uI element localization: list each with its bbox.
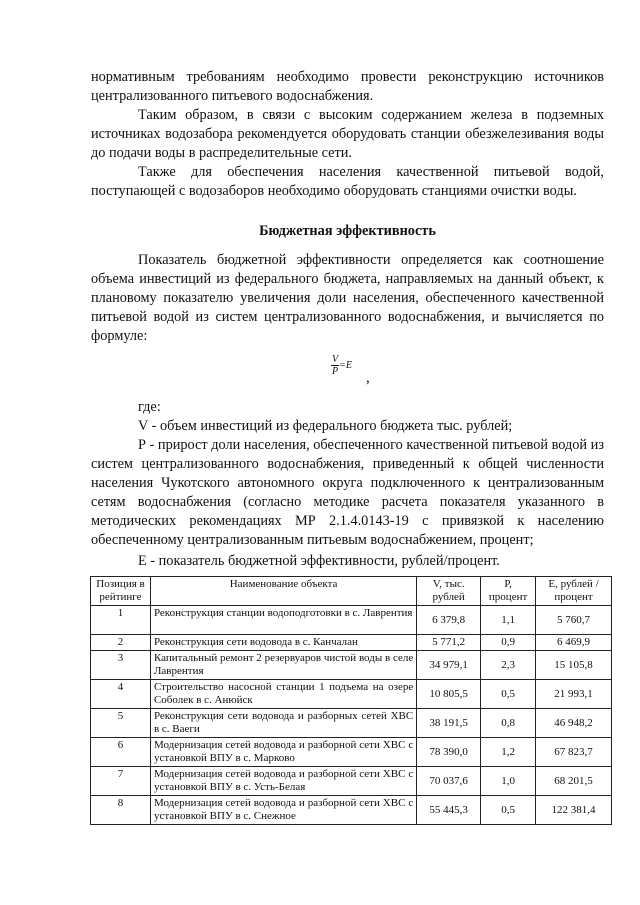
cell-percent: 0,5 [481, 796, 536, 825]
cell-object-name: Капитальный ремонт 2 резервуаров чистой воды в селе Лаврентия [150, 651, 416, 680]
cell-efficiency: 15 105,8 [536, 651, 612, 680]
cell-object-name: Модернизация сетей водовода и разборной сети ХВС с установкой ВПУ в с. Марково [150, 738, 416, 767]
cell-position: 1 [91, 606, 151, 635]
header-efficiency: Е, рублей / процент [536, 577, 612, 606]
paragraph-iron-content: Таким образом, в связи с высоким содержанием железа в подземных источниках водозабора рекомендуется оборудовать станции обезжелезивания воды до подачи воды в распределительные сети. [91, 107, 604, 161]
cell-investment: 78 390,0 [417, 738, 481, 767]
table-row [91, 680, 612, 709]
cell-position: 2 [91, 635, 151, 651]
cell-percent: 0,5 [481, 680, 536, 709]
v-definition: V - объем инвестиций из федерального бюджета тыс. рублей; [138, 418, 513, 434]
cell-percent: 0,9 [481, 635, 536, 651]
formula [331, 354, 352, 377]
table-row [91, 635, 612, 651]
cell-percent: 1,0 [481, 767, 536, 796]
cell-percent: 1,2 [481, 738, 536, 767]
cell-investment: 5 771,2 [417, 635, 481, 651]
cell-object-name: Строительство насосной станции 1 подъема на озере Соболек в с. Анюйск [150, 680, 416, 709]
cell-position: 6 [91, 738, 151, 767]
cell-position: 7 [91, 767, 151, 796]
cell-position: 4 [91, 680, 151, 709]
cell-investment: 10 805,5 [417, 680, 481, 709]
table-row [91, 651, 612, 680]
cell-object-name: Реконструкция сети водовода в с. Канчалан [150, 635, 416, 651]
cell-position: 3 [91, 651, 151, 680]
cell-investment: 55 445,3 [417, 796, 481, 825]
formula-comma: , [366, 370, 370, 386]
table-row [91, 738, 612, 767]
header-investment: V, тыс. рублей [417, 577, 481, 606]
cell-percent: 0,8 [481, 709, 536, 738]
cell-investment: 70 037,6 [417, 767, 481, 796]
cell-efficiency: 6 469,9 [536, 635, 612, 651]
table-row [91, 796, 612, 825]
cell-efficiency: 5 760,7 [536, 606, 612, 635]
cell-object-name: Модернизация сетей водовода и разборной сети ХВС с установкой ВПУ в с. Снежное [150, 796, 416, 825]
cell-object-name: Модернизация сетей водовода и разборной сети ХВС с установкой ВПУ в с. Усть-Белая [150, 767, 416, 796]
formula-denominator: P [332, 366, 339, 377]
cell-efficiency: 21 993,1 [536, 680, 612, 709]
cell-position: 8 [91, 796, 151, 825]
header-position: Позиция в рейтинге [91, 577, 151, 606]
cell-investment: 38 191,5 [417, 709, 481, 738]
cell-investment: 6 379,8 [417, 606, 481, 635]
paragraph-quality-water: Также для обеспечения населения качественной питьевой водой, поступающей с водозаборов необходимо оборудовать станциями очистки воды. [91, 164, 604, 199]
cell-percent: 1,1 [481, 606, 536, 635]
paragraph-indicator-definition: Показатель бюджетной эффективности определяется как соотношение объема инвестиций из федерального бюджета, направляемых на данный объект, к плановому показателю увеличения доли населения, обеспеченного качественной питьевой водой из систем централизованного водоснабжения, и вычисляется по формуле: [91, 252, 604, 344]
formula-result: =E [339, 360, 352, 371]
cell-object-name: Реконструкция сети водовода и разборных сетей ХВС в с. Ваеги [150, 709, 416, 738]
table-row [91, 767, 612, 796]
table-row [91, 709, 612, 738]
paragraph-continuation: нормативным требованиям необходимо провести реконструкцию источников централизованного питьевого водоснабжения. [91, 69, 604, 104]
rating-table [90, 576, 612, 825]
where-label: где: [138, 399, 161, 415]
cell-percent: 2,3 [481, 651, 536, 680]
section-heading: Бюджетная эффективность [259, 223, 436, 239]
table-row [91, 606, 612, 635]
cell-efficiency: 122 381,4 [536, 796, 612, 825]
header-percent: Р, процент [481, 577, 536, 606]
p-definition: Р - прирост доли населения, обеспеченного качественной питьевой водой из систем централизованного водоснабжения, приведенный к общей численности населения Чукотского автономного округа подключенного к централизованным сетям водоснабжения (согласно методике расчета показателя указанного в методических рекомендациях МР 2.1.4.0143-19 с привязкой к населению обеспеченному централизованным питьевым водоснабжением, процент; [91, 437, 604, 548]
cell-efficiency: 67 823,7 [536, 738, 612, 767]
cell-position: 5 [91, 709, 151, 738]
cell-efficiency: 68 201,5 [536, 767, 612, 796]
header-object-name: Наименование объекта [150, 577, 416, 606]
formula-numerator: V [332, 354, 339, 365]
cell-object-name: Реконструкция станции водоподготовки в с. Лаврентия [150, 606, 416, 635]
e-definition: Е - показатель бюджетной эффективности, рублей/процент. [138, 553, 500, 569]
cell-efficiency: 46 948,2 [536, 709, 612, 738]
table-header-row [91, 577, 612, 606]
cell-investment: 34 979,1 [417, 651, 481, 680]
